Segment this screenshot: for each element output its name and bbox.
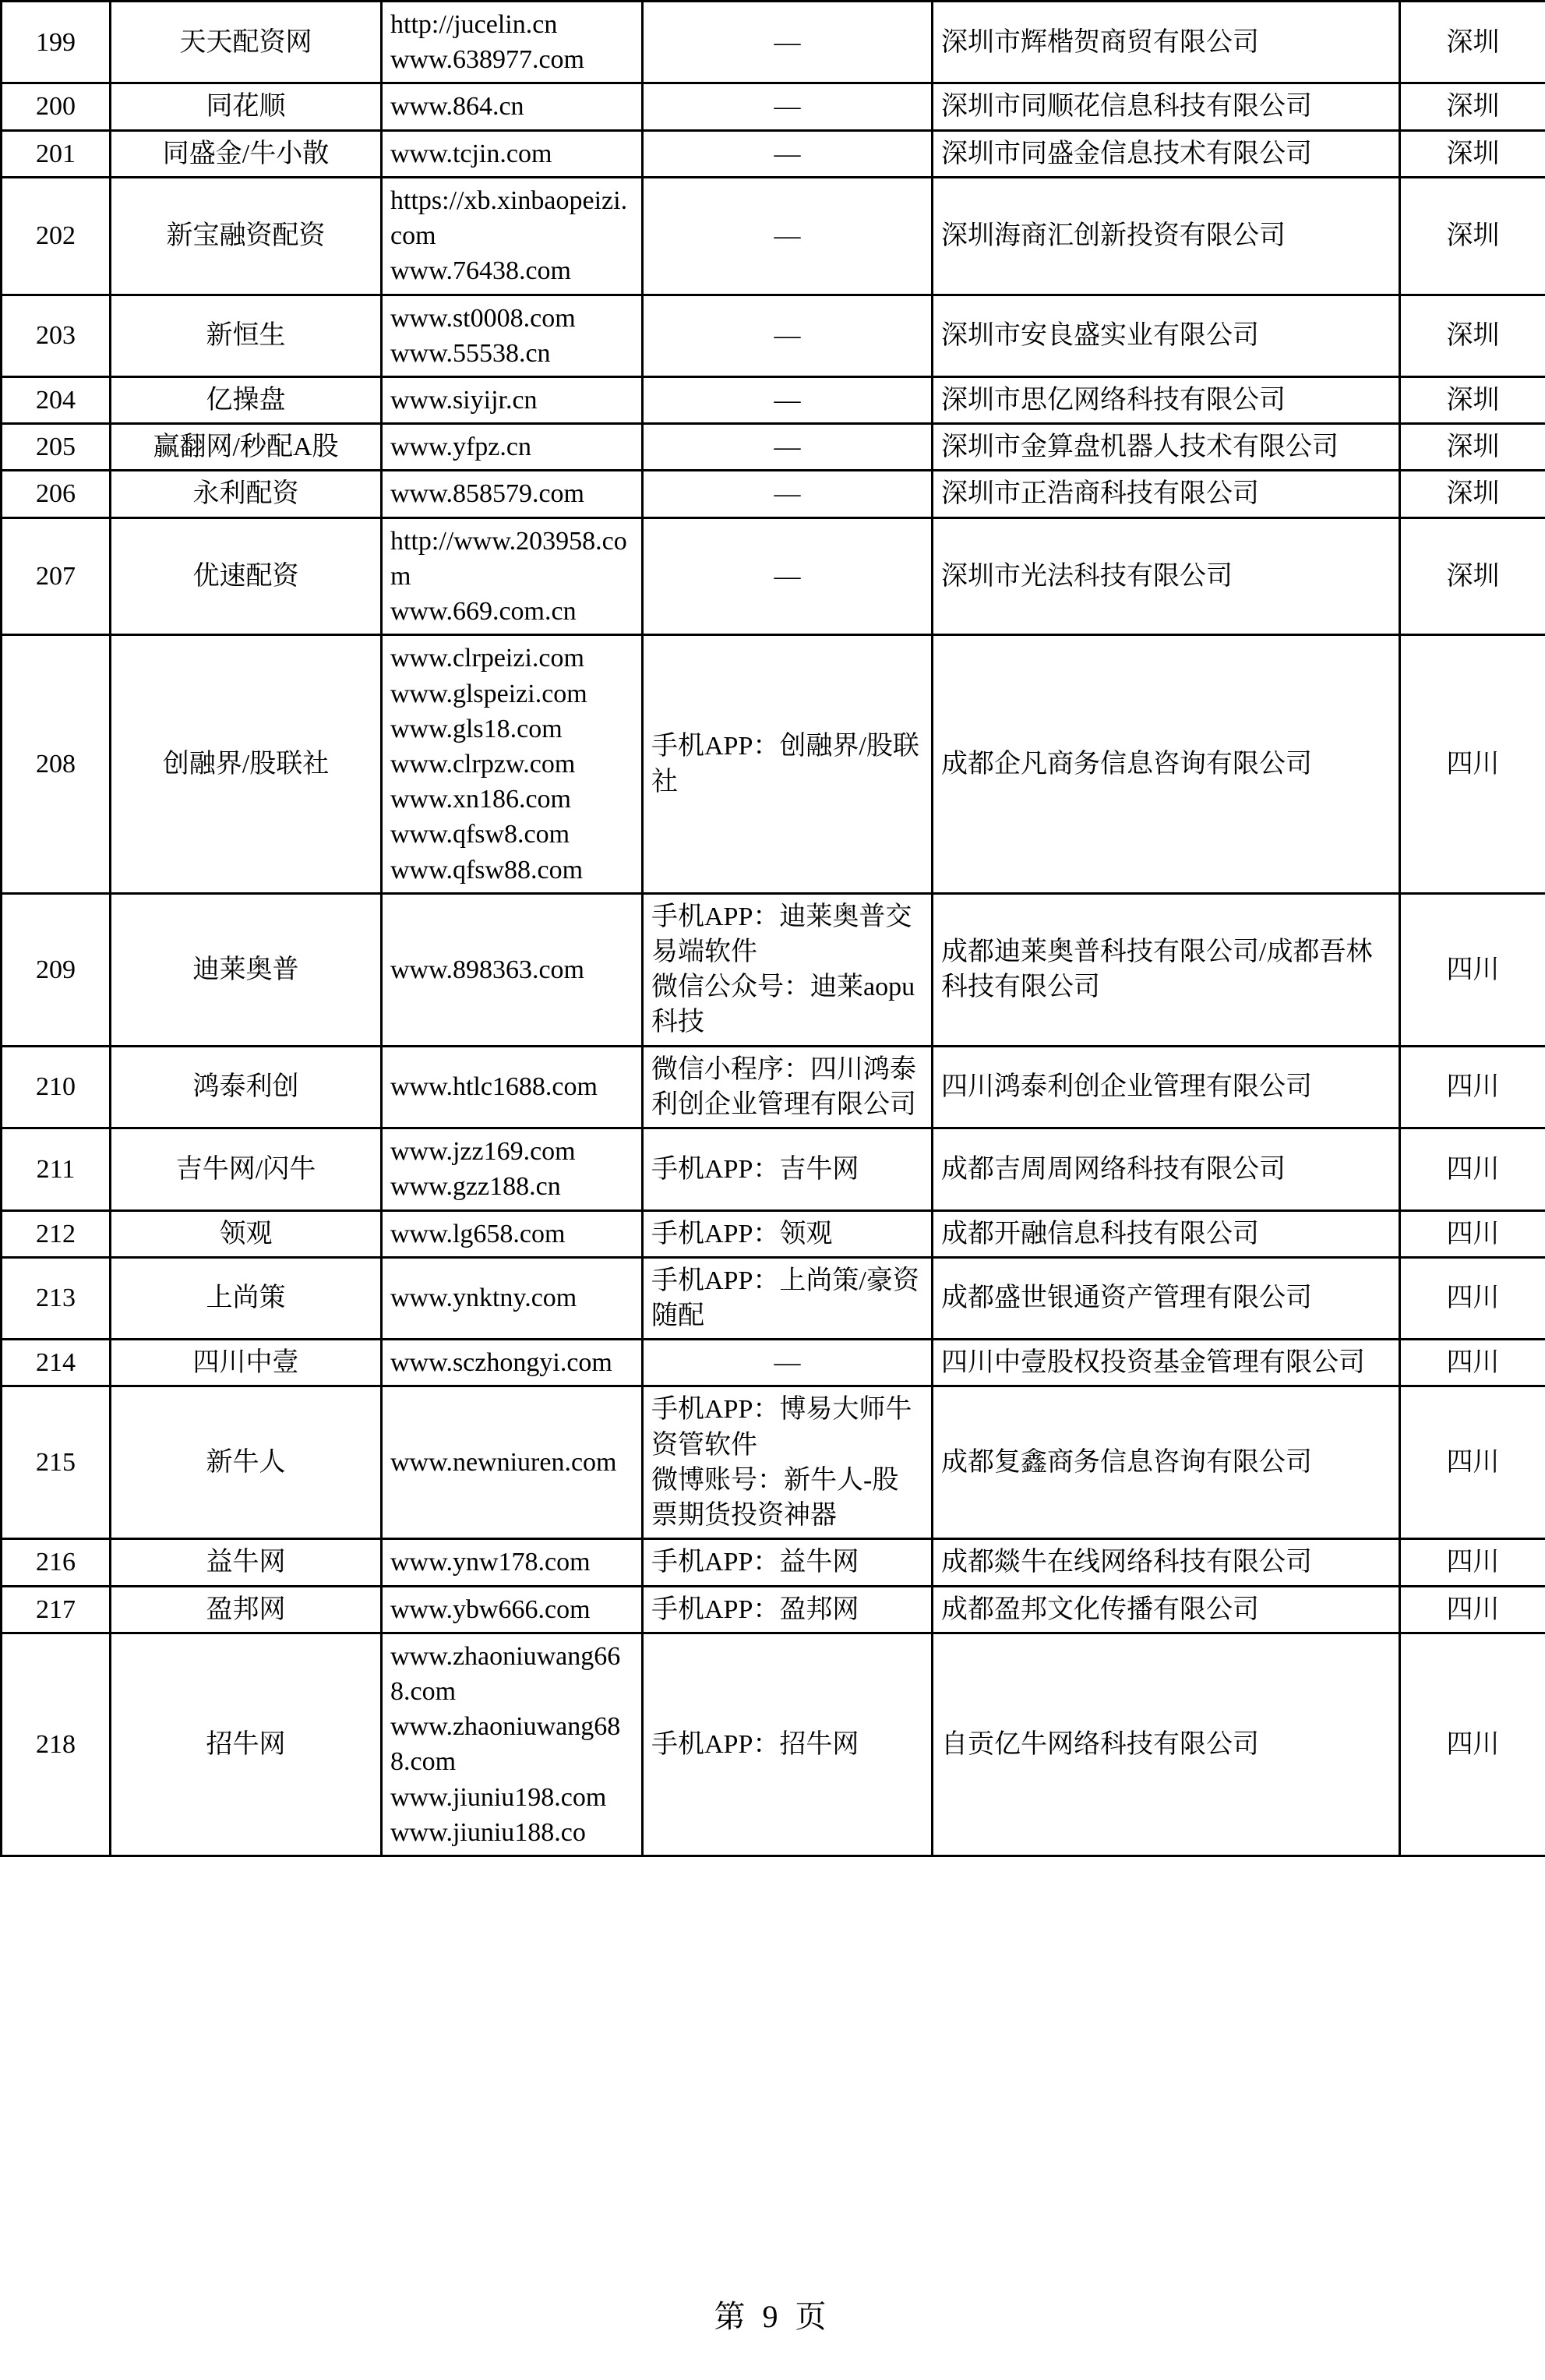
table-row [2, 83, 1545, 130]
table-row [2, 1210, 1545, 1257]
url-line: www.xn186.com [390, 785, 571, 814]
platform-apps [643, 1633, 933, 1856]
row-index: 218 [2, 1633, 111, 1856]
row-index: 215 [2, 1386, 111, 1539]
platform-apps [643, 1386, 933, 1539]
platform-apps [643, 376, 933, 423]
region: 深圳 [1400, 295, 1545, 376]
region: 四川 [1400, 1210, 1545, 1257]
dash-placeholder: — [774, 433, 801, 462]
url-line: www.clrpzw.com [390, 749, 576, 779]
platform-apps [643, 1257, 933, 1339]
platform-name: 四川中壹 [111, 1340, 382, 1386]
platform-name: 亿操盘 [111, 376, 382, 423]
url-line: www.yfpz.cn [390, 433, 531, 462]
dash-placeholder: — [774, 385, 801, 415]
dash-placeholder: — [774, 139, 801, 168]
dash-placeholder: — [774, 561, 801, 591]
platform-urls [382, 1210, 643, 1257]
company-name: 四川中壹股权投资基金管理有限公司 [933, 1340, 1400, 1386]
company-name: 深圳市金算盘机器人技术有限公司 [933, 424, 1400, 471]
platform-name: 优速配资 [111, 517, 382, 635]
platform-urls [382, 130, 643, 177]
row-index: 206 [2, 471, 111, 517]
platform-name: 吉牛网/闪牛 [111, 1128, 382, 1210]
region: 深圳 [1400, 471, 1545, 517]
platform-urls [382, 2, 643, 83]
table-row [2, 2, 1545, 83]
row-index: 210 [2, 1046, 111, 1128]
table-row [2, 295, 1545, 376]
company-name: 成都盈邦文化传播有限公司 [933, 1586, 1400, 1633]
region: 四川 [1400, 1128, 1545, 1210]
platform-apps [643, 635, 933, 894]
table-row [2, 635, 1545, 894]
platform-apps [643, 130, 933, 177]
platform-name: 益牛网 [111, 1539, 382, 1586]
platform-urls [382, 1128, 643, 1210]
platform-name: 赢翻网/秒配A股 [111, 424, 382, 471]
platform-apps [643, 1128, 933, 1210]
row-index: 200 [2, 83, 111, 130]
url-line: www.lg658.com [390, 1219, 566, 1248]
row-index: 204 [2, 376, 111, 423]
company-name: 成都吉周周网络科技有限公司 [933, 1128, 1400, 1210]
company-name: 深圳海商汇创新投资有限公司 [933, 177, 1400, 295]
row-index: 213 [2, 1257, 111, 1339]
company-name: 深圳市同顺花信息科技有限公司 [933, 83, 1400, 130]
table-row [2, 130, 1545, 177]
platform-urls [382, 83, 643, 130]
region: 四川 [1400, 1046, 1545, 1128]
row-index: 203 [2, 295, 111, 376]
platform-urls [382, 635, 643, 894]
url-line: www.jzz169.com [390, 1137, 576, 1167]
row-index: 207 [2, 517, 111, 635]
url-line: www.qfsw88.com [390, 855, 584, 885]
platform-apps [643, 893, 933, 1046]
region: 深圳 [1400, 2, 1545, 83]
url-line: www.qfsw8.com [390, 820, 570, 849]
platform-urls [382, 424, 643, 471]
platform-name: 新宝融资配资 [111, 177, 382, 295]
url-line: www.ynktny.com [390, 1284, 577, 1313]
platform-name: 鸿泰利创 [111, 1046, 382, 1128]
platform-name: 永利配资 [111, 471, 382, 517]
url-line: www.638977.com [390, 45, 584, 75]
platform-name: 创融界/股联社 [111, 635, 382, 894]
page-footer: 第 9 页 [714, 2299, 831, 2334]
app-line: 手机APP：吉牛网 [651, 1154, 859, 1184]
url-line: www.clrpeizi.com [390, 644, 584, 673]
table-row [2, 1586, 1545, 1633]
url-line: www.jiuniu188.co [390, 1817, 586, 1847]
company-name: 成都盛世银通资产管理有限公司 [933, 1257, 1400, 1339]
platform-name: 同盛金/牛小散 [111, 130, 382, 177]
app-line: 手机APP：迪莱奥普交易端软件 [651, 902, 912, 967]
platform-apps [643, 1539, 933, 1586]
app-line: 微信公众号：迪莱aopu科技 [651, 973, 915, 1037]
platform-urls [382, 893, 643, 1046]
row-index: 211 [2, 1128, 111, 1210]
platform-apps [643, 83, 933, 130]
url-line: http://jucelin.cn [390, 10, 558, 39]
region: 四川 [1400, 635, 1545, 894]
platform-urls [382, 1586, 643, 1633]
platform-name: 盈邦网 [111, 1586, 382, 1633]
row-index: 212 [2, 1210, 111, 1257]
row-index: 208 [2, 635, 111, 894]
row-index: 209 [2, 893, 111, 1046]
region: 深圳 [1400, 517, 1545, 635]
region: 四川 [1400, 1586, 1545, 1633]
platform-apps [643, 1210, 933, 1257]
dash-placeholder: — [774, 92, 801, 122]
app-line: 手机APP：益牛网 [651, 1548, 859, 1577]
region: 深圳 [1400, 424, 1545, 471]
dash-placeholder: — [774, 27, 801, 57]
table-row [2, 1340, 1545, 1386]
url-line: www.st0008.com [390, 303, 576, 333]
platform-name: 上尚策 [111, 1257, 382, 1339]
table-row [2, 1257, 1545, 1339]
dash-placeholder: — [774, 1348, 801, 1378]
platform-name: 天天配资网 [111, 2, 382, 83]
company-name: 深圳市思亿网络科技有限公司 [933, 376, 1400, 423]
table-row [2, 177, 1545, 295]
url-line: www.zhaoniuwang668.com [390, 1641, 621, 1706]
platform-name: 同花顺 [111, 83, 382, 130]
row-index: 214 [2, 1340, 111, 1386]
url-line: www.898363.com [390, 955, 584, 984]
platform-name: 新牛人 [111, 1386, 382, 1539]
platform-apps [643, 1586, 933, 1633]
url-line: www.siyijr.cn [390, 385, 538, 415]
url-line: www.gls18.com [390, 714, 563, 743]
url-line: www.55538.cn [390, 338, 551, 368]
region: 深圳 [1400, 376, 1545, 423]
region: 深圳 [1400, 177, 1545, 295]
url-line: www.glspeizi.com [390, 679, 587, 708]
company-name: 成都迪莱奥普科技有限公司/成都吾林科技有限公司 [933, 893, 1400, 1046]
app-line: 手机APP：创融界/股联社 [651, 732, 919, 796]
app-line: 手机APP：盈邦网 [651, 1594, 859, 1624]
platform-urls [382, 1633, 643, 1856]
platform-apps [643, 517, 933, 635]
table-body [2, 2, 1545, 1856]
row-index: 216 [2, 1539, 111, 1586]
platform-urls [382, 1340, 643, 1386]
company-name: 成都企凡商务信息咨询有限公司 [933, 635, 1400, 894]
company-name: 深圳市辉楷贺商贸有限公司 [933, 2, 1400, 83]
row-index: 201 [2, 130, 111, 177]
table-row [2, 1386, 1545, 1539]
app-line: 手机APP：上尚策/豪资随配 [651, 1266, 919, 1330]
region: 深圳 [1400, 130, 1545, 177]
url-line: https://xb.xinbaopeizi.com [390, 185, 628, 251]
platform-urls [382, 295, 643, 376]
platform-apps [643, 177, 933, 295]
url-line: www.sczhongyi.com [390, 1348, 612, 1378]
platform-urls [382, 1257, 643, 1339]
table-row [2, 376, 1545, 423]
company-name: 成都复鑫商务信息咨询有限公司 [933, 1386, 1400, 1539]
url-line: http://www.203958.com [390, 526, 627, 591]
url-line: www.864.cn [390, 92, 524, 122]
url-line: www.ybw666.com [390, 1594, 591, 1624]
platform-urls [382, 376, 643, 423]
url-line: www.zhaoniuwang688.com [390, 1712, 621, 1777]
region: 四川 [1400, 1539, 1545, 1586]
platform-urls [382, 1539, 643, 1586]
platform-apps [643, 295, 933, 376]
company-name: 深圳市安良盛实业有限公司 [933, 295, 1400, 376]
row-index: 202 [2, 177, 111, 295]
url-line: www.jiuniu198.com [390, 1782, 607, 1812]
url-line: www.858579.com [390, 479, 584, 509]
company-name: 成都开融信息科技有限公司 [933, 1210, 1400, 1257]
region: 四川 [1400, 1386, 1545, 1539]
platform-urls [382, 177, 643, 295]
row-index: 199 [2, 2, 111, 83]
platform-urls [382, 471, 643, 517]
table-row [2, 1539, 1545, 1586]
platform-apps [643, 1046, 933, 1128]
platform-apps [643, 1340, 933, 1386]
app-line: 手机APP：博易大师牛资管软件 [651, 1395, 912, 1460]
row-index: 217 [2, 1586, 111, 1633]
url-line: www.tcjin.com [390, 139, 552, 168]
app-line: 手机APP：领观 [651, 1219, 833, 1248]
platform-name: 迪莱奥普 [111, 893, 382, 1046]
company-name: 深圳市同盛金信息技术有限公司 [933, 130, 1400, 177]
url-line: www.ynw178.com [390, 1548, 591, 1577]
table-row [2, 893, 1545, 1046]
platform-urls [382, 517, 643, 635]
company-name: 自贡亿牛网络科技有限公司 [933, 1633, 1400, 1856]
platform-apps [643, 2, 933, 83]
url-line: www.76438.com [390, 256, 571, 286]
table-row [2, 1633, 1545, 1856]
table-row [2, 1046, 1545, 1128]
row-index: 205 [2, 424, 111, 471]
region: 四川 [1400, 1340, 1545, 1386]
table-row [2, 517, 1545, 635]
company-name: 四川鸿泰利创企业管理有限公司 [933, 1046, 1400, 1128]
url-line: www.newniuren.com [390, 1448, 617, 1478]
platform-urls [382, 1386, 643, 1539]
platform-apps [643, 471, 933, 517]
app-line: 微博账号：新牛人-股票期货投资神器 [651, 1465, 899, 1531]
company-name: 深圳市正浩商科技有限公司 [933, 471, 1400, 517]
platform-name: 招牛网 [111, 1633, 382, 1856]
dash-placeholder: — [774, 221, 801, 251]
region: 四川 [1400, 1257, 1545, 1339]
table-row [2, 471, 1545, 517]
url-line: www.gzz188.cn [390, 1172, 561, 1202]
table-row [2, 424, 1545, 471]
platform-urls [382, 1046, 643, 1128]
company-name: 深圳市光法科技有限公司 [933, 517, 1400, 635]
dash-placeholder: — [774, 321, 801, 351]
region: 四川 [1400, 893, 1545, 1046]
url-line: www.669.com.cn [390, 597, 577, 627]
platform-name: 领观 [111, 1210, 382, 1257]
platform-name: 新恒生 [111, 295, 382, 376]
table-row [2, 1128, 1545, 1210]
app-line: 微信小程序：四川鸿泰利创企业管理有限公司 [651, 1054, 916, 1119]
dash-placeholder: — [774, 479, 801, 509]
region: 四川 [1400, 1633, 1545, 1856]
region: 深圳 [1400, 83, 1545, 130]
app-line: 手机APP：招牛网 [651, 1729, 859, 1759]
platform-apps [643, 424, 933, 471]
url-line: www.htlc1688.com [390, 1072, 598, 1102]
company-name: 成都燚牛在线网络科技有限公司 [933, 1539, 1400, 1586]
